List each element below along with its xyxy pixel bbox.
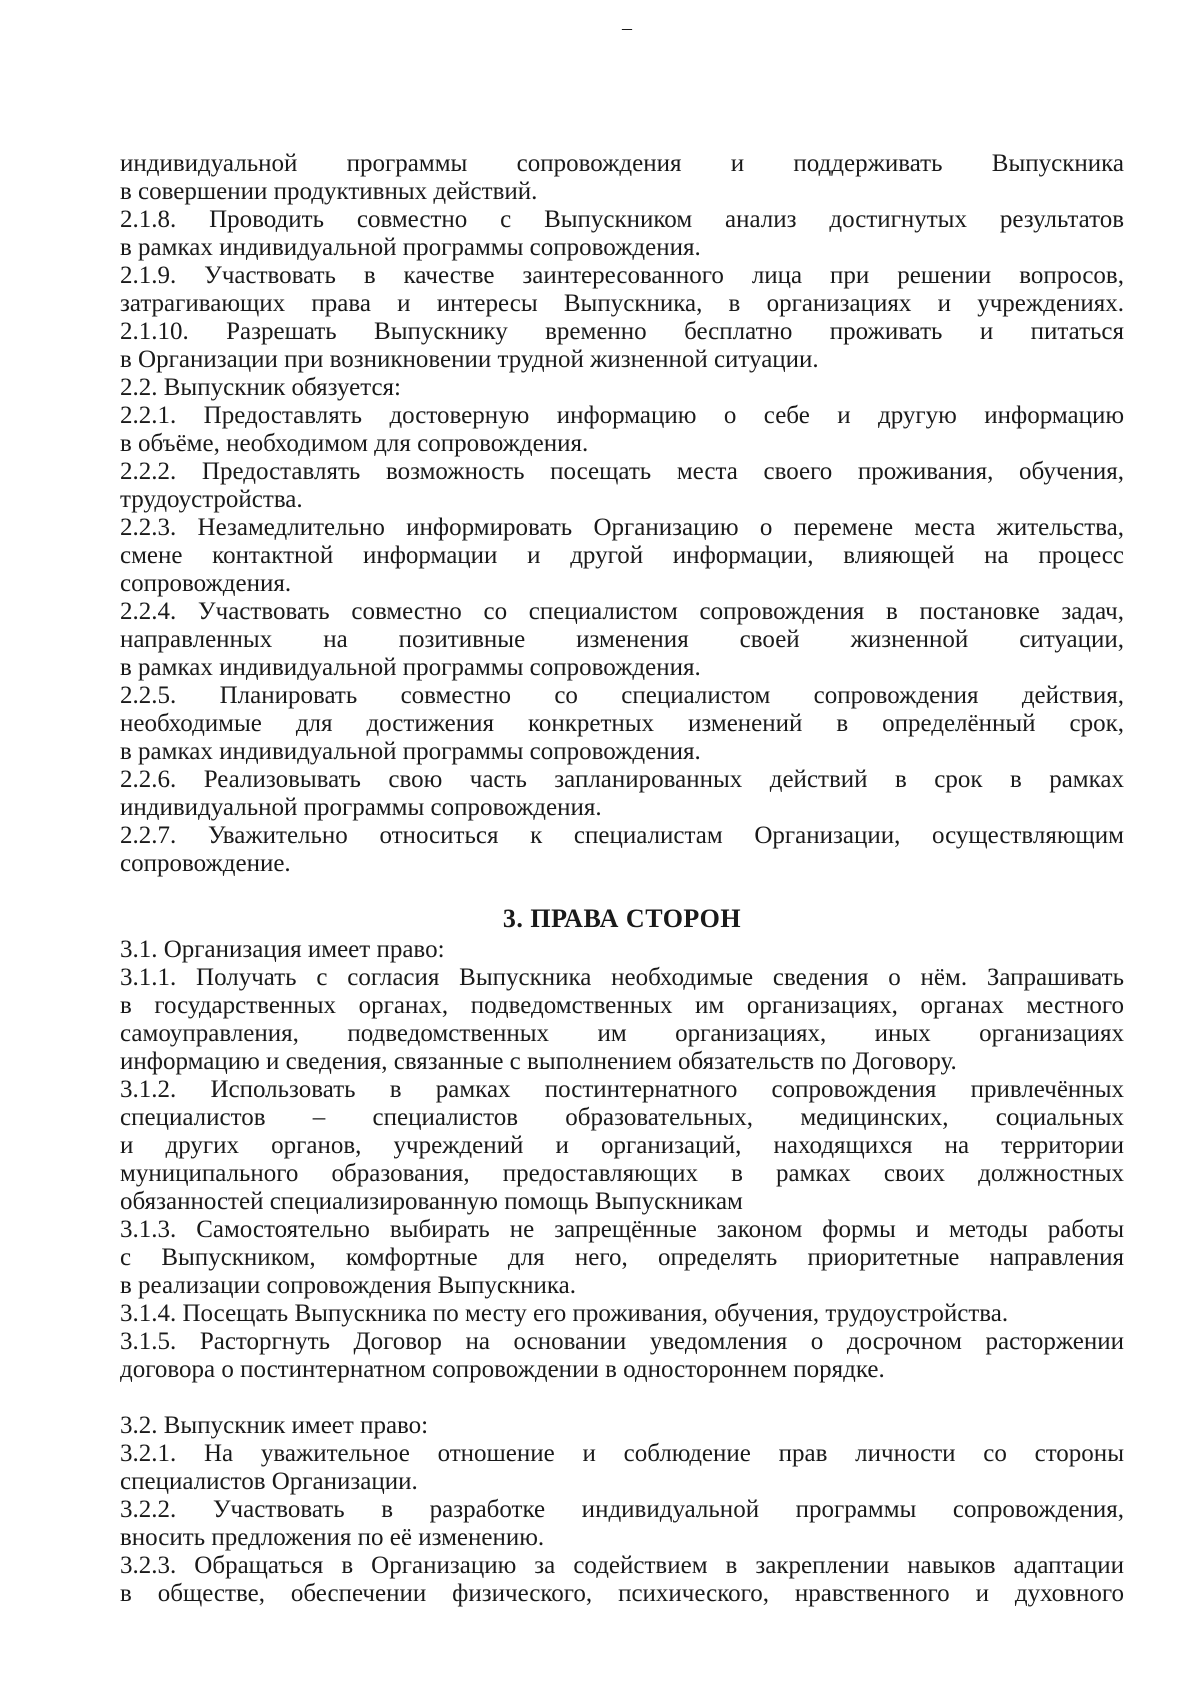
text-line: в обществе, обеспечении физического, психического, нравственного и духовного xyxy=(120,1580,1124,1607)
text-line: сопровождение. xyxy=(120,850,291,877)
text-line: 2.1.9. Участвовать в качестве заинтересованного лица при решении вопросов, xyxy=(120,262,1124,289)
text-line: вносить предложения по её изменению. xyxy=(120,1524,545,1551)
text-line: в объёме, необходимом для сопровождения. xyxy=(120,430,589,457)
text-line: 3.1.2. Использовать в рамках постинтернатного сопровождения привлечённых xyxy=(120,1076,1124,1103)
text-line: 2.1.8. Проводить совместно с Выпускником анализ достигнутых результатов xyxy=(120,206,1124,233)
text-line: 3.1.3. Самостоятельно выбирать не запрещённые законом формы и методы работы xyxy=(120,1216,1124,1243)
text-line: 3.1.5. Расторгнуть Договор на основании уведомления о досрочном расторжении xyxy=(120,1328,1124,1355)
text-line: трудоустройства. xyxy=(120,486,303,513)
text-line: обязанностей специализированную помощь Выпускникам xyxy=(120,1188,743,1215)
text-line: затрагивающих права и интересы Выпускника, в организациях и учреждениях. xyxy=(120,290,1124,317)
text-line: 2.2.3. Незамедлительно информировать Организацию о перемене места жительства, xyxy=(120,514,1124,541)
text-line: направленных на позитивные изменения своей жизненной ситуации, xyxy=(120,626,1124,653)
text-line: 3.1.1. Получать с согласия Выпускника необходимые сведения о нём. Запрашивать xyxy=(120,964,1124,991)
text-line: в рамках индивидуальной программы сопровождения. xyxy=(120,234,701,261)
text-line: 2.2.2. Предоставлять возможность посещать места своего проживания, обучения, xyxy=(120,458,1124,485)
text-line: 3.1. Организация имеет право: xyxy=(120,936,445,963)
text-line: 3.2.1. На уважительное отношение и соблюдение прав личности со стороны xyxy=(120,1440,1124,1467)
text-line: специалистов Организации. xyxy=(120,1468,418,1495)
text-line: 3.2.2. Участвовать в разработке индивидуальной программы сопровождения, xyxy=(120,1496,1124,1523)
text-line: самоуправления, подведомственных им организациях, иных организациях xyxy=(120,1020,1124,1047)
text-line: 2.2.1. Предоставлять достоверную информацию о себе и другую информацию xyxy=(120,402,1124,429)
text-line: 2.2. Выпускник обязуется: xyxy=(120,374,401,401)
text-line: в рамках индивидуальной программы сопровождения. xyxy=(120,654,701,681)
text-line: 3.2. Выпускник имеет право: xyxy=(120,1412,429,1439)
document-body xyxy=(120,150,1124,1608)
section-3-2 xyxy=(120,1412,1124,1608)
text-line: сопровождения. xyxy=(120,570,292,597)
section-3-1 xyxy=(120,936,1124,1384)
text-line: в государственных органах, подведомственных им организациях, органах местного xyxy=(120,992,1124,1019)
text-line: в совершении продуктивных действий. xyxy=(120,178,538,205)
text-line: 3.2.3. Обращаться в Организацию за содействием в закреплении навыков адаптации xyxy=(120,1552,1124,1579)
text-line: в реализации сопровождения Выпускника. xyxy=(120,1272,577,1299)
text-line: индивидуальной программы сопровождения. xyxy=(120,794,602,821)
text-line: в Организации при возникновении трудной жизненной ситуации. xyxy=(120,346,819,373)
text-line: в рамках индивидуальной программы сопровождения. xyxy=(120,738,701,765)
text-line: смене контактной информации и другой информации, влияющей на процесс xyxy=(120,542,1124,569)
section-heading: 3. ПРАВА СТОРОН xyxy=(502,904,742,933)
text-line: 2.2.4. Участвовать совместно со специалистом сопровождения в постановке задач, xyxy=(120,598,1124,625)
text-line: и других органов, учреждений и организаций, находящихся на территории xyxy=(120,1132,1124,1159)
text-line: 3.1.4. Посещать Выпускника по месту его проживания, обучения, трудоустройства. xyxy=(120,1300,1009,1327)
text-line: 2.1.10. Разрешать Выпускнику временно бесплатно проживать и питаться xyxy=(120,318,1124,345)
text-line: индивидуальной программы сопровождения и поддерживать Выпускника xyxy=(120,150,1124,177)
text-line: 2.2.7. Уважительно относиться к специалистам Организации, осуществляющим xyxy=(120,822,1124,849)
paragraph-gap xyxy=(120,1384,1124,1412)
text-line: необходимые для достижения конкретных изменений в определённый срок, xyxy=(120,710,1124,737)
text-line: договора о постинтернатном сопровождении в одностороннем порядке. xyxy=(120,1356,885,1383)
section-2-continued xyxy=(120,150,1124,878)
text-line: специалистов – специалистов образовательных, медицинских, социальных xyxy=(120,1104,1124,1131)
page-mark: – xyxy=(622,17,632,39)
text-line: с Выпускником, комфортные для него, определять приоритетные направления xyxy=(120,1244,1124,1271)
text-line: 2.2.5. Планировать совместно со специалистом сопровождения действия, xyxy=(120,682,1124,709)
text-line: 2.2.6. Реализовывать свою часть запланированных действий в срок в рамках xyxy=(120,766,1124,793)
text-line: муниципального образования, предоставляющих в рамках своих должностных xyxy=(120,1160,1124,1187)
text-line: информацию и сведения, связанные с выполнением обязательств по Договору. xyxy=(120,1048,957,1075)
